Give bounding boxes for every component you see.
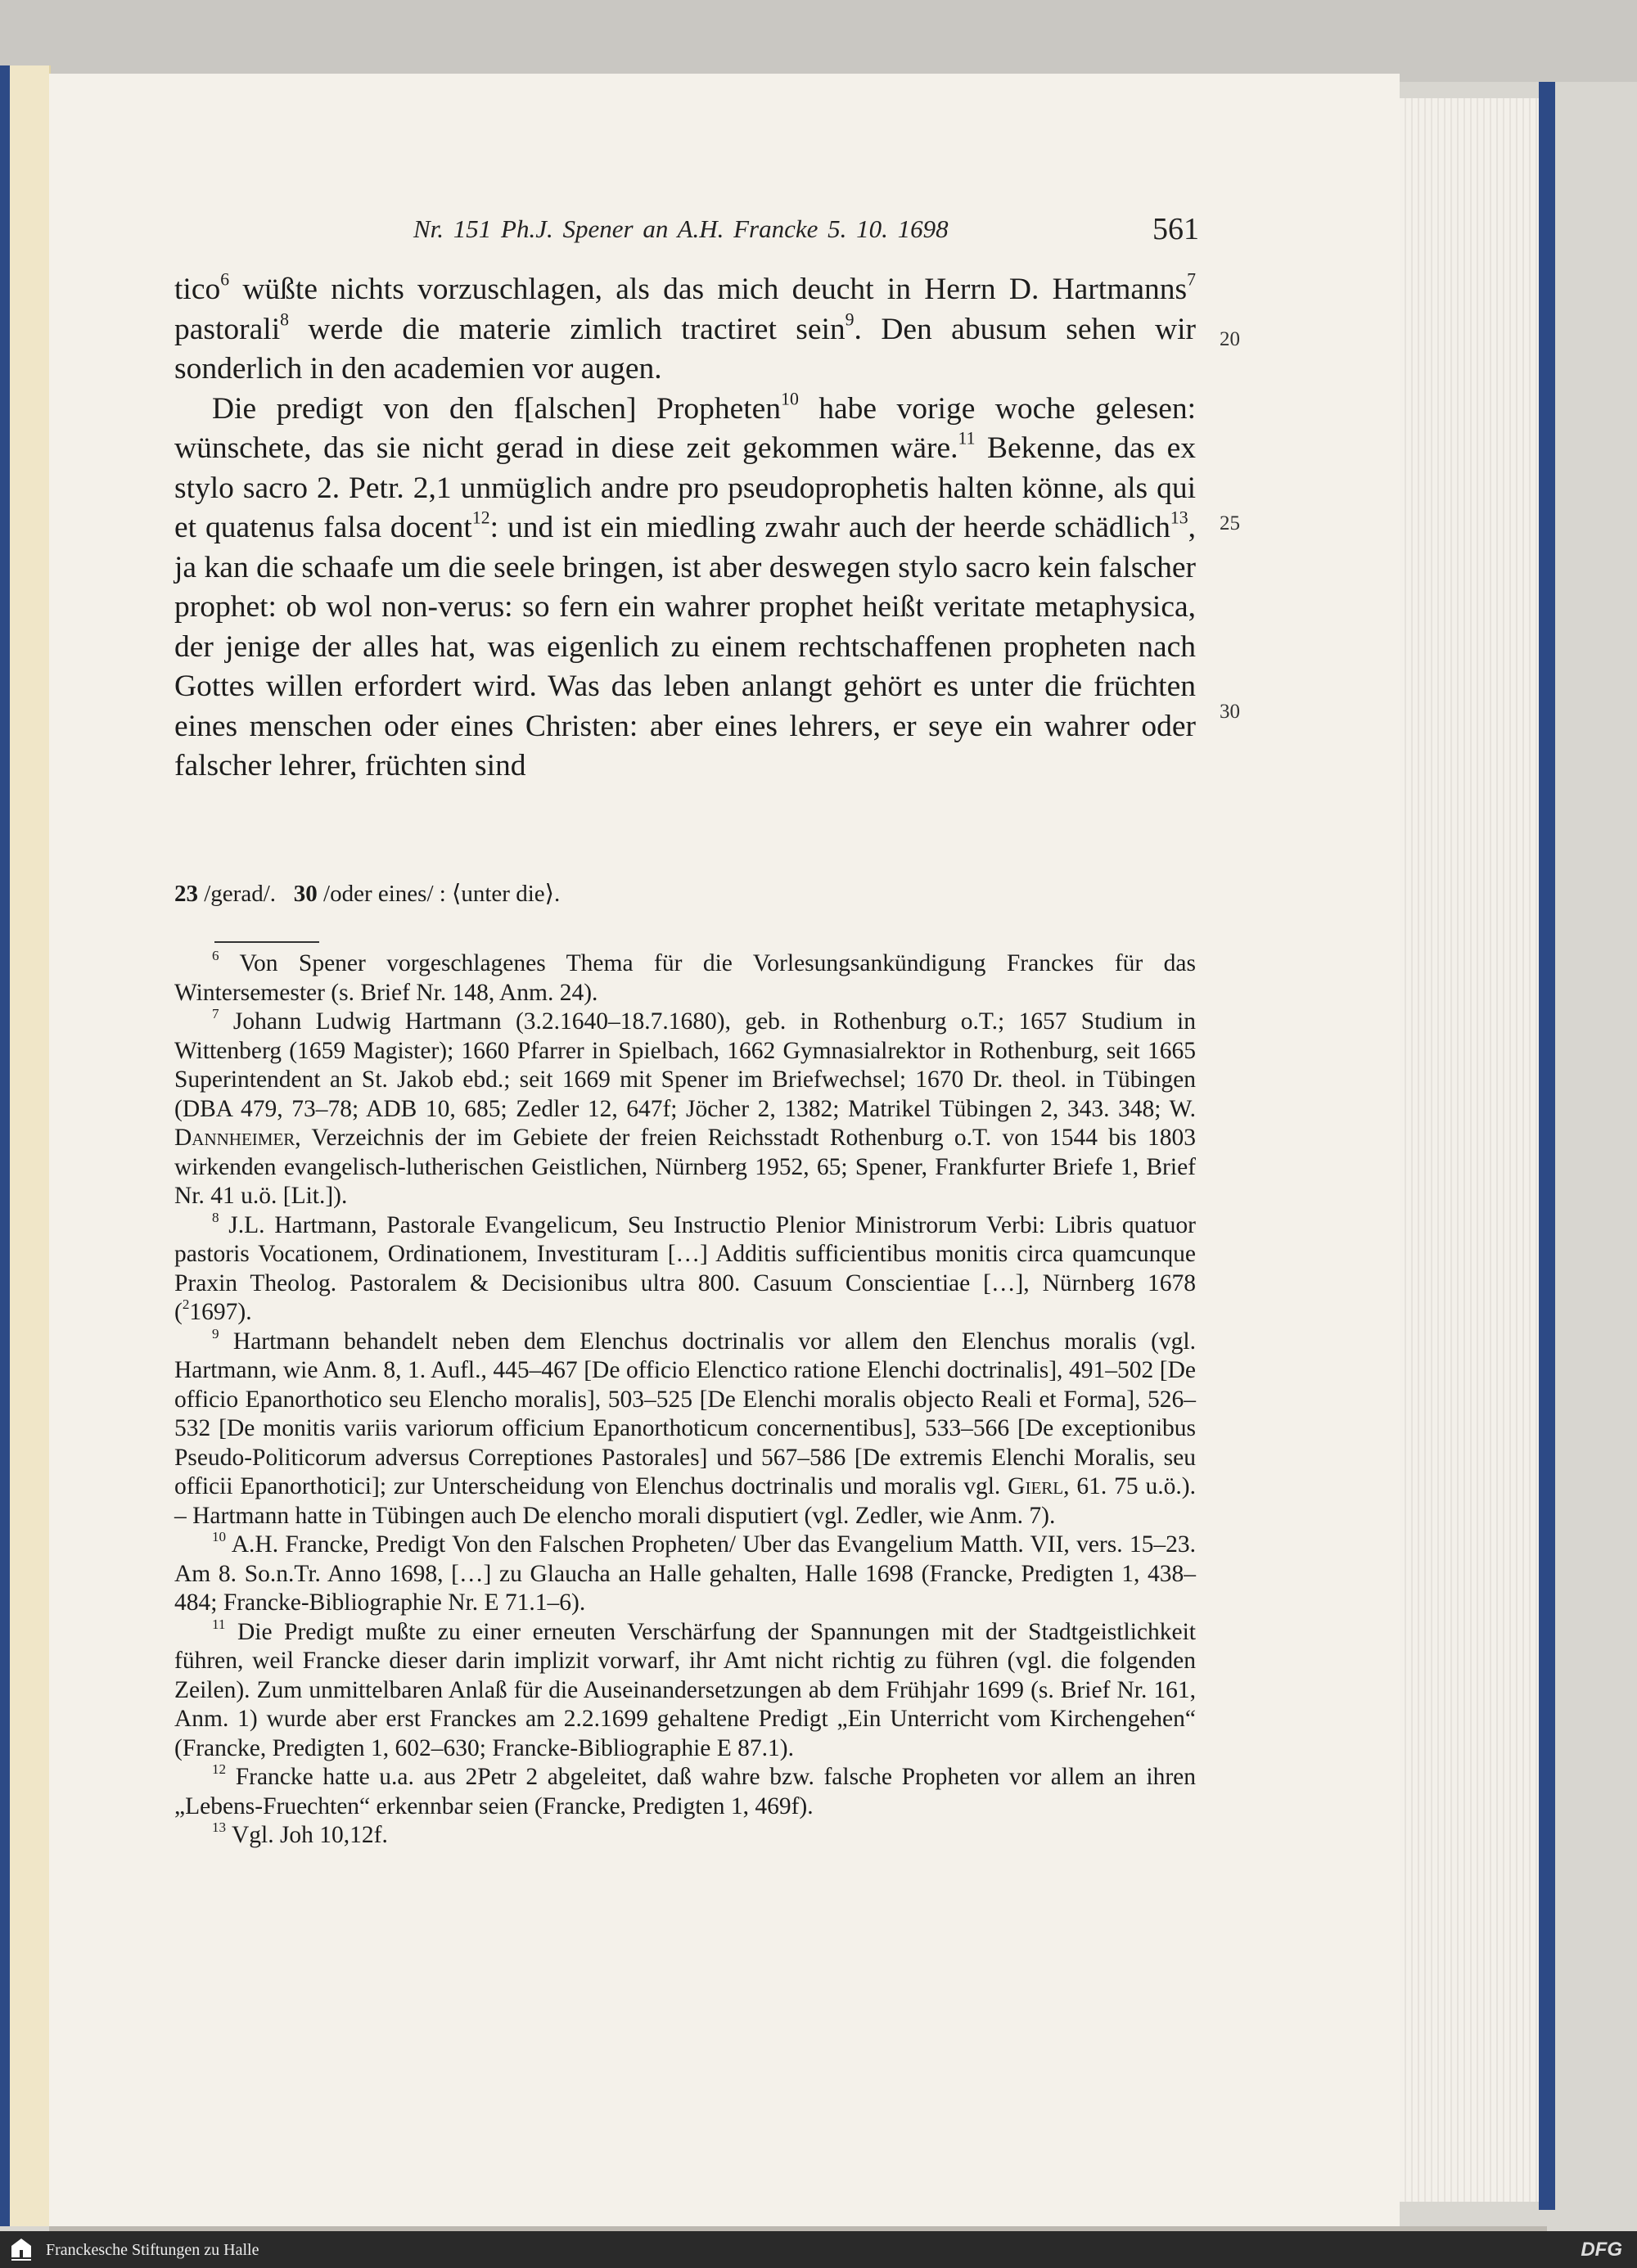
footnote-10: $^{10}$ A.H. Francke, Predigt Von den Falschen Propheten/ Uber das Evangelium Matth. VII, vers. 15–23. Am 8. So.n.Tr. Anno 1698, […] zu Glaucha an Halle gehalten, Halle 1698 (Francke, Predigten 1, 438–484; Francke-Bibliographie Nr. E 71.1–6). (174, 1529, 1196, 1616)
footnotes (174, 949, 1196, 1851)
page-block-edges (1400, 98, 1539, 2202)
letter-text (174, 270, 1196, 787)
footnote-ref[interactable]: 8 (280, 309, 290, 330)
footnote-ref[interactable]: 12 (471, 507, 490, 528)
footnote-9: $^9$ Hartmann behandelt neben dem Elenchus doctrinalis vor allem den Elenchus moralis (vgl. Hartmann, wie Anm. 8, 1. Aufl., 445–467 [De officio Elenctico ratione Elenchi doctrinalis], 491–502 [De officio Epanorthotico seu Elencho moralis], 503–525 [De Elenchi moralis objecto Reali et Forma], 526–532 [De monitis variis variorum officium Epanorthoticum concernentibus], 533–566 [De exceptionibus Pseudo-Politicorum adversus Correptiones Pastorales] und 567–586 [De extremis Elenchi Moralis, seu officii Epanorthotici]; zur Unterscheidung von Elenchus doctrinalis und moralis vgl. Gierl, 61. 75 u.ö.). – Hartmann hatte in Tübingen auch De elencho morali disputiert (vgl. Zedler, wie Anm. 7). (174, 1325, 1197, 1529)
footnote-ref[interactable]: 13 (1170, 507, 1188, 528)
line-number-20: 20 (1220, 328, 1240, 350)
footnote-ref[interactable]: 11 (958, 428, 976, 449)
footnote-6: $^6$ Von Spener vorgeschlagenes Thema für die Vorlesungsankündigung Franckes für das Wintersemester (s. Brief Nr. 148, Anm. 24). (174, 948, 1196, 1006)
viewer-footer (0, 2231, 1637, 2268)
footnote-7: $^7$ Johann Ludwig Hartmann (3.2.1640–18.7.1680), geb. in Rothenburg o.T.; 1657 Studium in Wittenberg (1659 Magister); 1660 Pfarrer in Spielbach, 1662 Gymnasialrektor in Rothenburg, seit 1665 Superintendent an St. Jakob ebd.; seit 1669 mit Spener im Briefwechsel; 1670 Dr. theol. in Tübingen (DBA 479, 73–78; ADB 10, 685; Zedler 12, 647f; Jöcher 2, 1382; Matrikel Tübingen 2, 343. 348; W. Dannheimer, Verzeichnis der im Gebiete der freien Reichsstadt Rothenburg o.T. von 1544 bis 1803 wirkenden evangelisch-lutherischen Geistlichen, Nürnberg 1952, 65; Spener, Frankfurter Briefe 1, Brief Nr. 41 u.ö. [Lit.]). (174, 1006, 1196, 1209)
footnote-ref[interactable]: 6 (220, 269, 230, 290)
paragraph-1: tico$^6$ wüßte nichts vorzuschlagen, als das mich deucht in Herrn D. Hartmanns$^7$ pastorali$^8$ werde die materie zimlich tractiret sein$^9$. Den abusum sehen wir sonderlich in den academien vor augen. (174, 269, 1196, 386)
institution-logo-icon (10, 2238, 33, 2262)
paragraph-2: Die predigt von den f[alschen] Propheten$^{10}$ habe vorige woche gelesen: wünschete, das sie nicht gerad in diese zeit gekommen wäre.$^{11}$ Bekenne, das ex stylo sacro 2. Petr. 2,1 unmüglich andre pro pseudoprophetis halten könne, als qui et quatenus falsa docent$^{12}$: und ist ein miedling zwahr auch der heerde schädlich$^{13}$, ja kan die schaafe um die seele bringen, ist aber deswegen stylo sacro kein falscher prophet: ob wol non-verus: so fern ein wahrer prophet heißt veritate metaphysica, der jenige der alles hat, was eigenlich zu einem rechtschaffenen propheten nach Gottes willen erfordert wird. Was das leben anlangt gehört es unter die früchten eines menschen oder eines Christen: aber eines lehrers, er seye ein wahrer oder falscher lehrer, früchten sind (174, 389, 1197, 782)
running-head: Nr. 151 Ph.J. Spener an A.H. Francke 5. 10. 1698 (413, 214, 949, 243)
footnote-8: $^8$ J.L. Hartmann, Pastorale Evangelicum, Seu Instructio Plenior Ministrorum Verbi: Libris quatuor pastoris Vocationem, Ordinationem, Investituram […] Additis sufficientibus monitis circa quamcunque Praxin Theolog. Pastoralem & Decisionibus ultra 800. Casuum Conscientiae […], Nürnberg 1678 ($^2$1697). (174, 1209, 1196, 1325)
right-book-cover (1539, 82, 1555, 2210)
dfg-logo: DFG (1581, 2239, 1622, 2261)
footnote-divider (214, 941, 319, 943)
footnote-ref[interactable]: 9 (845, 309, 855, 330)
institution-name[interactable]: Franckesche Stiftungen zu Halle (46, 2241, 259, 2259)
line-number-30: 30 (1220, 701, 1240, 723)
footnote-12: $^{12}$ Francke hatte u.a. aus 2Petr 2 abgeleitet, daß wahre bzw. falsche Propheten vor allem an ihren „Lebens-Fruechten“ erkennbar seien (Francke, Predigten 1, 469f). (174, 1761, 1196, 1819)
left-book-cover (0, 65, 10, 2226)
page-number: 561 (1152, 212, 1199, 246)
line-number-25: 25 (1220, 512, 1240, 534)
footnote-ref[interactable]: 7 (1187, 269, 1196, 290)
footnote-13: $^{13}$ Vgl. Joh 10,12f. (212, 1819, 388, 1848)
footnote-ref[interactable]: 10 (781, 389, 799, 409)
footnote-11: $^{11}$ Die Predigt mußte zu einer erneuten Verschärfung der Spannungen mit der Stadtgeistlichkeit führen, weil Francke dieser darin implizit vorwarf, ihr Amt nicht richtig zu führen (vgl. die folgenden Zeilen). Zum unmittelbaren Anlaß für die Auseinandersetzungen ab dem Frühjahr 1699 (s. Brief Nr. 161, Anm. 1) wurde aber erst Franckes am 2.2.1699 gehaltene Predigt „Ein Unterricht vom Kirchengehen“ (Francke, Predigten 1, 602–630; Francke-Bibliographie E 87.1). (174, 1616, 1196, 1761)
scan-background (0, 0, 1637, 82)
critical-apparatus: 23 /gerad/. 30 /oder eines/ : ⟨unter die⟩. (174, 881, 561, 907)
